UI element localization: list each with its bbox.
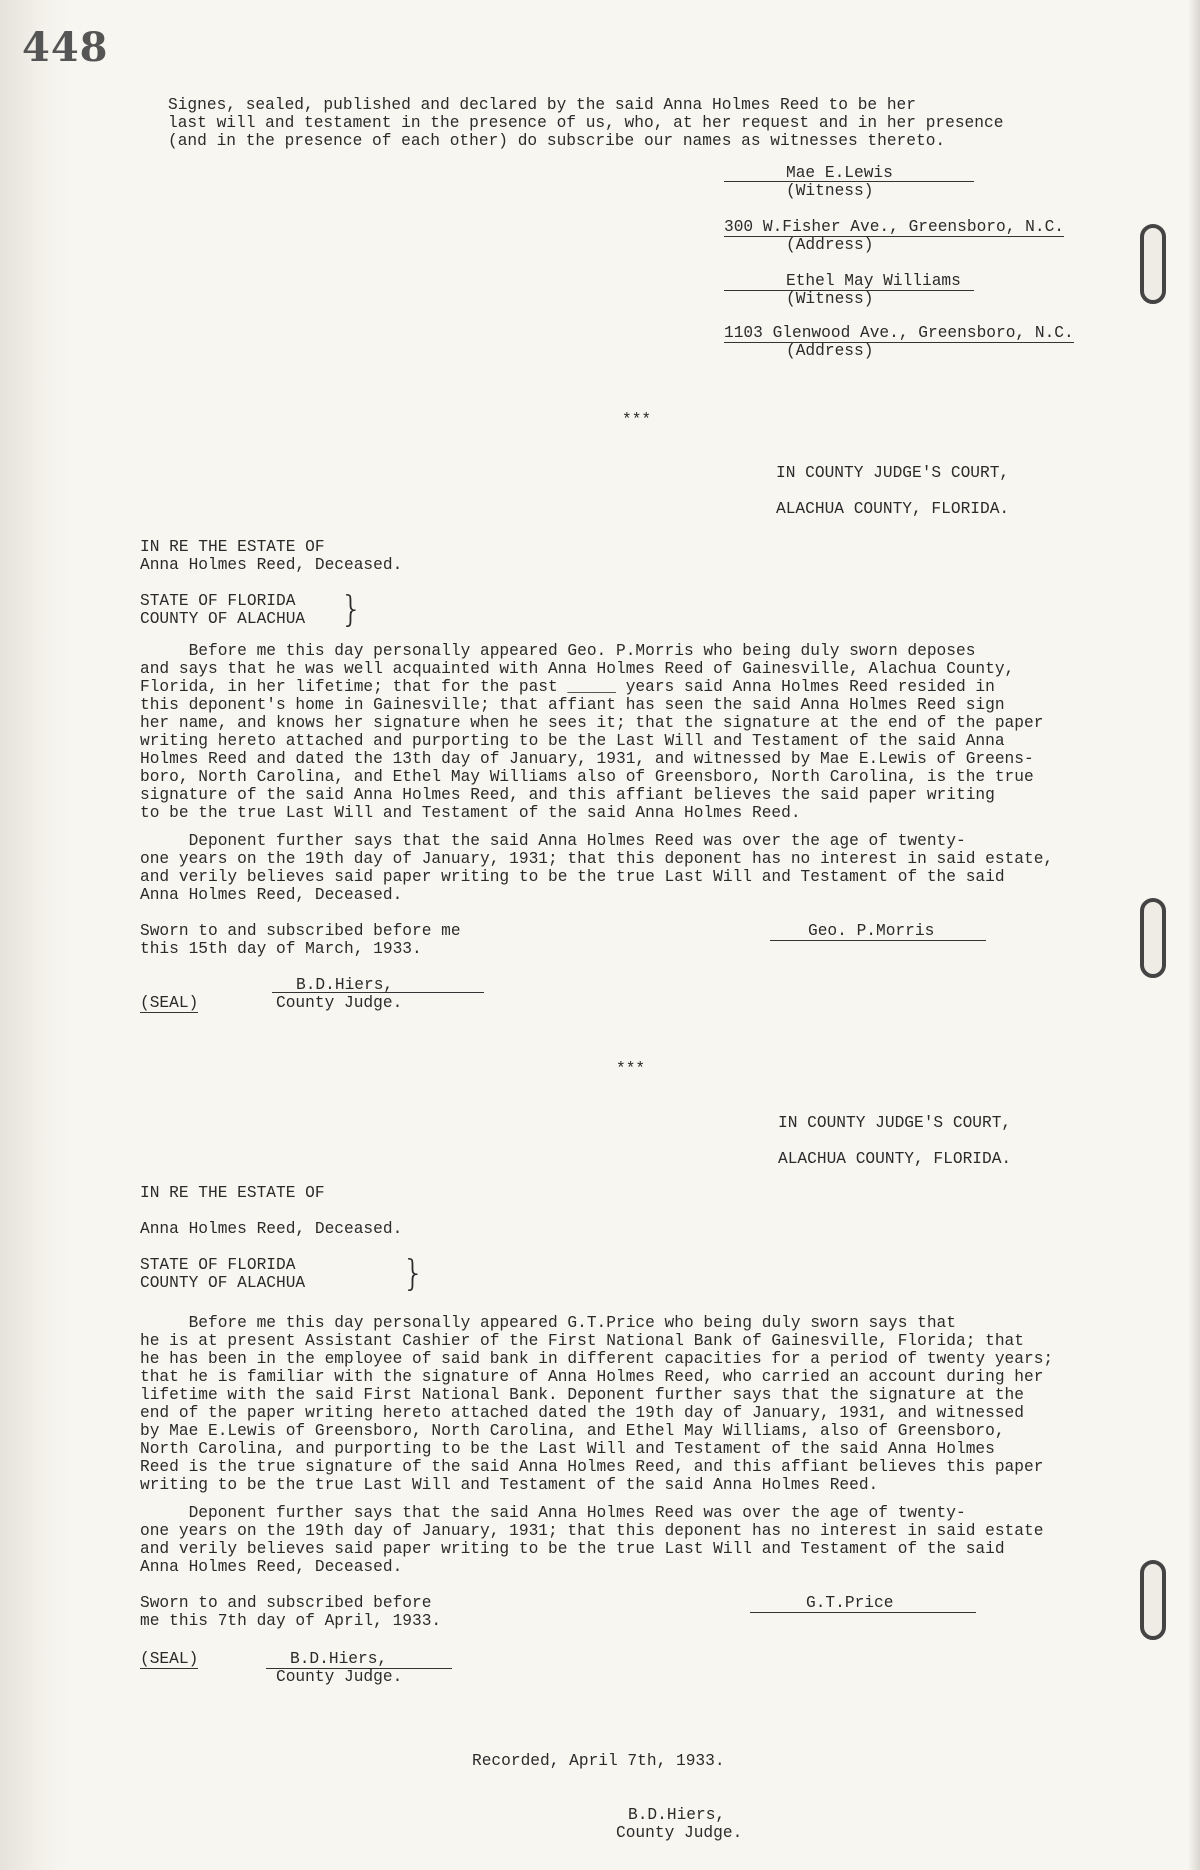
affidavit2-state-line: STATE OF FLORIDA bbox=[140, 1256, 296, 1274]
witness2-address: 1103 Glenwood Ave., Greensboro, N.C. bbox=[724, 324, 1074, 342]
affidavit1-court-line1: IN COUNTY JUDGE'S COURT, bbox=[776, 464, 1010, 482]
affidavit1-seal: (SEAL) bbox=[140, 994, 199, 1012]
affidavit2-estate-line2: Anna Holmes Reed, Deceased. bbox=[140, 1220, 403, 1238]
binder-hole-icon bbox=[1140, 898, 1166, 978]
binder-hole-icon bbox=[1140, 1560, 1166, 1640]
affidavit1-judge-title: County Judge. bbox=[276, 994, 403, 1012]
affidavit1-judge-signature-line bbox=[272, 992, 484, 993]
scan-right-edge bbox=[1188, 0, 1200, 1870]
affidavit2-judge-title: County Judge. bbox=[276, 1668, 403, 1686]
affidavit2-affiant: G.T.Price bbox=[806, 1594, 894, 1612]
affidavit1-judge-name: B.D.Hiers, bbox=[296, 976, 394, 994]
witness2-address-label: (Address) bbox=[786, 342, 874, 360]
binder-hole-icon bbox=[1140, 224, 1166, 304]
affidavit2-affiant-signature-line bbox=[750, 1612, 976, 1613]
section-separator: *** bbox=[622, 411, 652, 429]
affidavit1-affiant: Geo. P.Morris bbox=[808, 922, 935, 940]
affidavit2-county-line: COUNTY OF ALACHUA bbox=[140, 1274, 306, 1292]
witness2-name: Ethel May Williams bbox=[786, 272, 961, 290]
affidavit1-court-line2: ALACHUA COUNTY, FLORIDA. bbox=[776, 500, 1010, 518]
affidavit2-judge-name: B.D.Hiers, bbox=[290, 1650, 388, 1668]
affidavit1-sworn: Sworn to and subscribed before me this 15th day of March, 1933. bbox=[140, 922, 461, 958]
recorded-line: Recorded, April 7th, 1933. bbox=[472, 1752, 725, 1770]
affidavit2-seal: (SEAL) bbox=[140, 1650, 199, 1668]
affidavit2-body2: Deponent further says that the said Anna Holmes Reed was over the age of twenty- one years on the 19th day of January, 1931; that this deponent has no interest in said estate and verily believes said paper writing to be the true Last Will and Testament of the said Anna Holmes Reed, Deceased. bbox=[140, 1504, 1044, 1576]
scan-left-edge bbox=[0, 0, 70, 1870]
witness1-address-label: (Address) bbox=[786, 236, 874, 254]
affidavit1-affiant-signature-line bbox=[770, 940, 986, 941]
section-separator: *** bbox=[616, 1060, 646, 1078]
witness1-label: (Witness) bbox=[786, 182, 874, 200]
recorded-judge-name: B.D.Hiers, bbox=[628, 1806, 726, 1824]
affidavit1-estate-line1: IN RE THE ESTATE OF bbox=[140, 538, 325, 556]
affidavit1-estate-line2: Anna Holmes Reed, Deceased. bbox=[140, 556, 403, 574]
recorded-judge-title: County Judge. bbox=[616, 1824, 743, 1842]
affidavit2-court-line1: IN COUNTY JUDGE'S COURT, bbox=[778, 1114, 1012, 1132]
affidavit2-estate-line1: IN RE THE ESTATE OF bbox=[140, 1184, 325, 1202]
affidavit1-body2: Deponent further says that the said Anna Holmes Reed was over the age of twenty- one years on the 19th day of January, 1931; that this deponent has no interest in said estate, and verily believes said paper writing to be the true Last Will and Testament of the said Anna Holmes Reed, Deceased. bbox=[140, 832, 1054, 904]
affidavit1-county-line: COUNTY OF ALACHUA bbox=[140, 610, 306, 628]
attestation-paragraph: Signes, sealed, published and declared by the said Anna Holmes Reed to be her last will and testament in the presence of us, who, at her request and in her presence (and in the presence of each other) do subscribe our names as witnesses thereto. bbox=[168, 96, 1004, 150]
affidavit2-body: Before me this day personally appeared G.T.Price who being duly sworn says that he is at present Assistant Cashier of the First National Bank of Gainesville, Florida; that he has been in the employee of said bank in different capacities for a period of twenty years; that he is familiar with the signature of Anna Holmes Reed, who carried an account during her lifetime with the said First National Bank. Deponent further says that the signature at the end of the paper writing hereto attached dated the 19th day of January, 1931, and witnessed by Mae E.Lewis of Greensboro, North Carolina, and Ethel May Williams, also of Greensboro, North Carolina, and purporting to be the Last Will and Testament of the said Anna Holmes Reed is the true signature of the said Anna Holmes Reed, and this affiant believes this paper writing to be the true Last Will and Testament of the said Anna Holmes Reed. bbox=[140, 1314, 1054, 1494]
page-number: 448 bbox=[22, 24, 109, 71]
affidavit2-bracket-icon: } bbox=[402, 1253, 425, 1294]
witness1-name: Mae E.Lewis bbox=[786, 164, 893, 182]
affidavit1-bracket-icon: } bbox=[340, 589, 363, 630]
affidavit2-sworn: Sworn to and subscribed before me this 7th day of April, 1933. bbox=[140, 1594, 442, 1630]
witness2-label: (Witness) bbox=[786, 290, 874, 308]
witness1-address: 300 W.Fisher Ave., Greensboro, N.C. bbox=[724, 218, 1064, 236]
affidavit2-court-line2: ALACHUA COUNTY, FLORIDA. bbox=[778, 1150, 1012, 1168]
affidavit1-state-line: STATE OF FLORIDA bbox=[140, 592, 296, 610]
affidavit1-body: Before me this day personally appeared Geo. P.Morris who being duly sworn deposes and says that he was well acquainted with Anna Holmes Reed of Gainesville, Alachua County, Florida, in her lifetime; that for the past _____ years said Anna Holmes Reed resided in this deponent's home in Gainesville; that affiant has seen the said Anna Holmes Reed sign her name, and knows her signature when he sees it; that the signature at the end of the paper writing hereto attached and purporting to be the Last Will and Testament of the said Anna Holmes Reed and dated the 13th day of January, 1931, and witnessed by Mae E.Lewis of Greens- boro, North Carolina, and Ethel May Williams also of Greensboro, North Carolina, is the true signature of the said Anna Holmes Reed, and this affiant believes the said paper writing to be the true Last Will and Testament of the said Anna Holmes Reed. bbox=[140, 642, 1044, 822]
